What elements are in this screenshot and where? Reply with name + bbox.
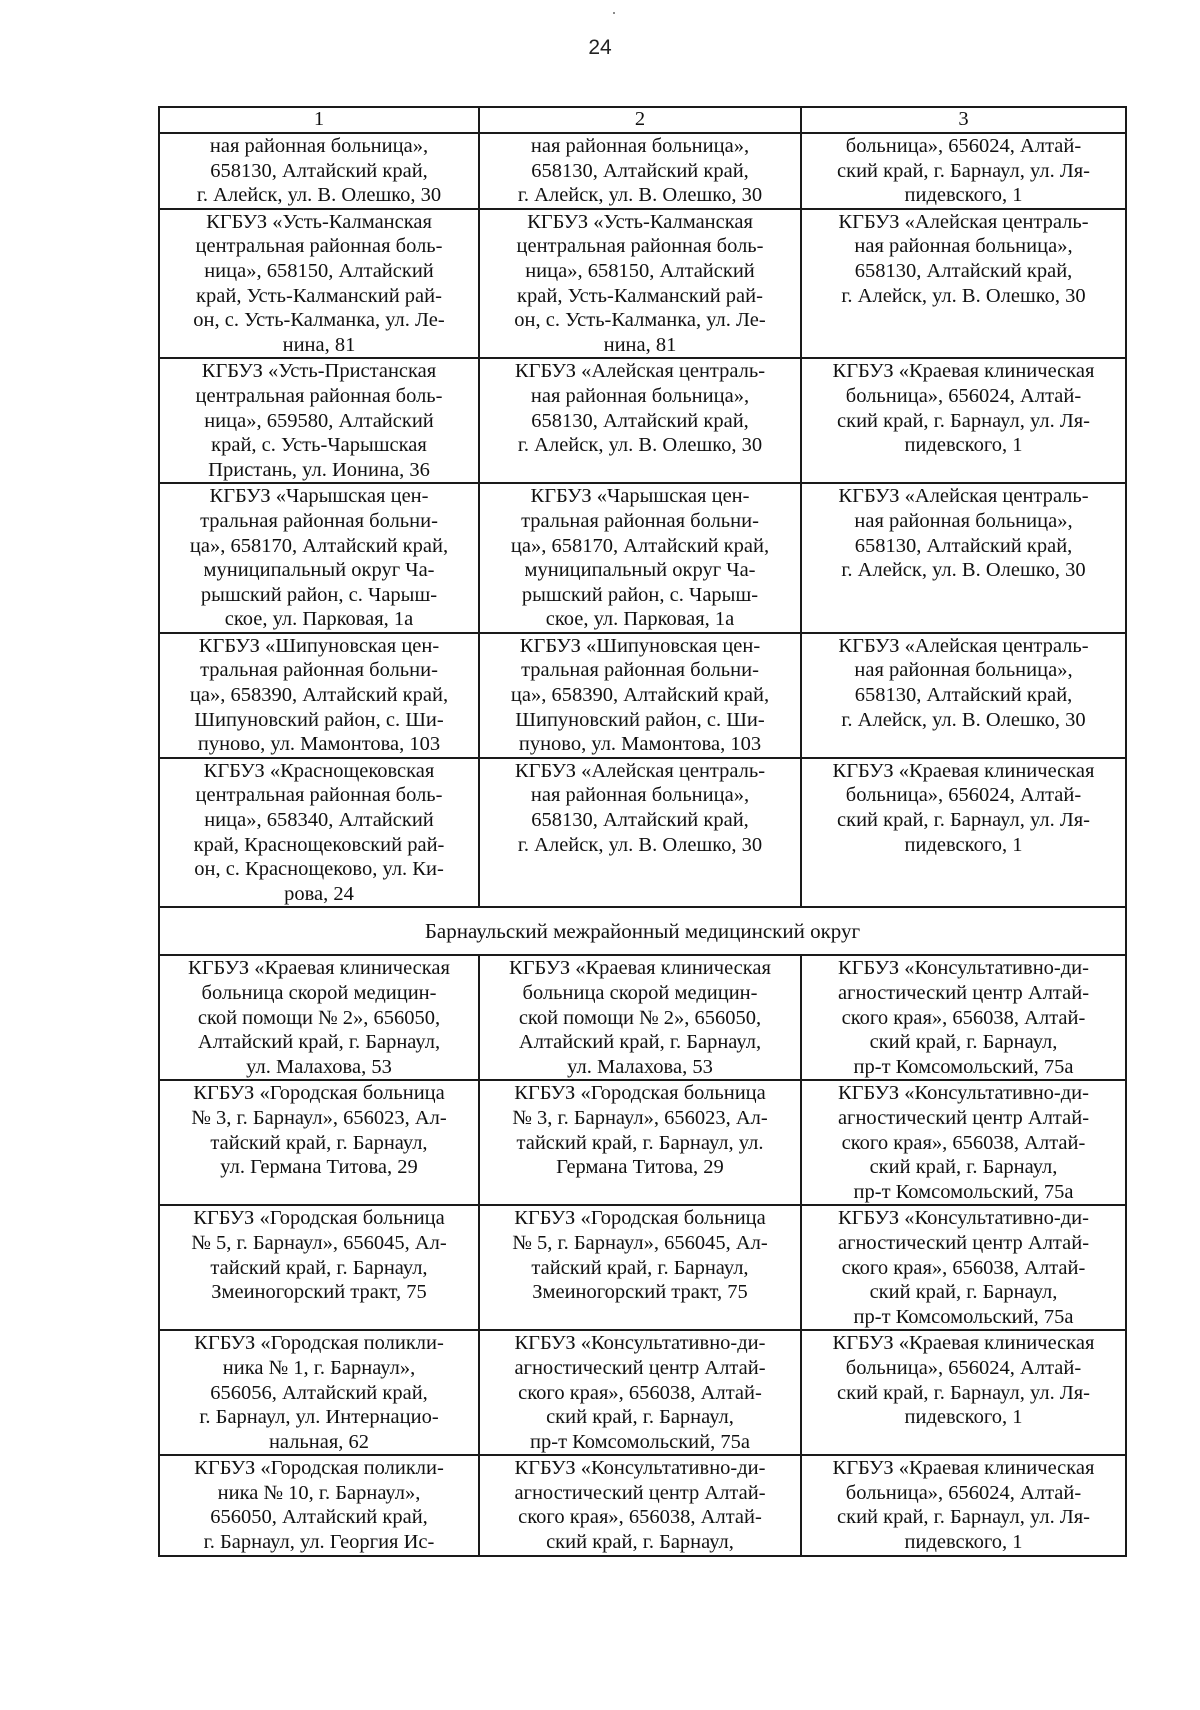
table-cell-col-1: КГБУЗ «Городская больница № 3, г. Барнаул», 656023, Ал- тайский край, г. Барнаул, ул. Германа Титова, 29 bbox=[159, 1080, 479, 1205]
table-row bbox=[159, 955, 1126, 1080]
table-row bbox=[159, 633, 1126, 758]
table-cell-col-1: КГБУЗ «Краевая клиническая больница скорой медицин- ской помощи № 2», 656050, Алтайский край, г. Барнаул, ул. Малахова, 53 bbox=[159, 955, 479, 1080]
scan-speck bbox=[613, 12, 615, 14]
table-cell-col-2: КГБУЗ «Алейская централь- ная районная больница», 658130, Алтайский край, г. Алейск, ул. В. Олешко, 30 bbox=[479, 358, 801, 483]
table-row bbox=[159, 1455, 1126, 1555]
table-header-row bbox=[159, 107, 1126, 133]
table-row bbox=[159, 758, 1126, 908]
table-row bbox=[159, 1205, 1126, 1330]
table-cell-col-1: ная районная больница», 658130, Алтайский край, г. Алейск, ул. В. Олешко, 30 bbox=[159, 133, 479, 209]
table-cell-col-3: КГБУЗ «Консультативно-ди- агностический центр Алтай- ского края», 656038, Алтай- ский край, г. Барнаул, пр-т Комсомольский, 75а bbox=[801, 1205, 1126, 1330]
table-cell-col-3: больница», 656024, Алтай- ский край, г. Барнаул, ул. Ля- пидевского, 1 bbox=[801, 133, 1126, 209]
column-header-2: 2 bbox=[479, 107, 801, 133]
table-cell-col-3: КГБУЗ «Краевая клиническая больница», 656024, Алтай- ский край, г. Барнаул, ул. Ля- пидевского, 1 bbox=[801, 1455, 1126, 1555]
table-row bbox=[159, 358, 1126, 483]
table-cell-col-1: КГБУЗ «Шипуновская цен- тральная районная больни- ца», 658390, Алтайский край, Шипуновский район, с. Ши- пуново, ул. Мамонтова, 103 bbox=[159, 633, 479, 758]
table-cell-col-2: КГБУЗ «Краевая клиническая больница скорой медицин- ской помощи № 2», 656050, Алтайский край, г. Барнаул, ул. Малахова, 53 bbox=[479, 955, 801, 1080]
column-header-3: 3 bbox=[801, 107, 1126, 133]
table-cell-col-3: КГБУЗ «Краевая клиническая больница», 656024, Алтай- ский край, г. Барнаул, ул. Ля- пидевского, 1 bbox=[801, 358, 1126, 483]
table-cell-col-2: КГБУЗ «Алейская централь- ная районная больница», 658130, Алтайский край, г. Алейск, ул. В. Олешко, 30 bbox=[479, 758, 801, 908]
table-row bbox=[159, 483, 1126, 633]
table-row bbox=[159, 1330, 1126, 1455]
table-cell-col-3: КГБУЗ «Консультативно-ди- агностический центр Алтай- ского края», 656038, Алтай- ский край, г. Барнаул, пр-т Комсомольский, 75а bbox=[801, 1080, 1126, 1205]
table-cell-col-2: КГБУЗ «Консультативно-ди- агностический центр Алтай- ского края», 656038, Алтай- ский край, г. Барнаул, пр-т Комсомольский, 75а bbox=[479, 1330, 801, 1455]
table-cell-col-3: КГБУЗ «Алейская централь- ная районная больница», 658130, Алтайский край, г. Алейск, ул. В. Олешко, 30 bbox=[801, 483, 1126, 633]
table-cell-col-1: КГБУЗ «Чарышская цен- тральная районная больни- ца», 658170, Алтайский край, муниципальный округ Ча- рышский район, с. Чарыш- ское, ул. Парковая, 1а bbox=[159, 483, 479, 633]
table-cell-col-2: КГБУЗ «Консультативно-ди- агностический центр Алтай- ского края», 656038, Алтай- ский край, г. Барнаул, bbox=[479, 1455, 801, 1555]
table-cell-col-1: КГБУЗ «Городская поликли- ника № 1, г. Барнаул», 656056, Алтайский край, г. Барнаул, ул. Интернацио- нальная, 62 bbox=[159, 1330, 479, 1455]
page-number: 24 bbox=[588, 36, 612, 59]
table-cell-col-2: ная районная больница», 658130, Алтайский край, г. Алейск, ул. В. Олешко, 30 bbox=[479, 133, 801, 209]
table-row bbox=[159, 133, 1126, 209]
table-cell-col-3: КГБУЗ «Краевая клиническая больница», 656024, Алтай- ский край, г. Барнаул, ул. Ля- пидевского, 1 bbox=[801, 758, 1126, 908]
section-heading: Барнаульский межрайонный медицинский округ bbox=[159, 907, 1126, 955]
table-cell-col-2: КГБУЗ «Городская больница № 3, г. Барнаул», 656023, Ал- тайский край, г. Барнаул, ул. Германа Титова, 29 bbox=[479, 1080, 801, 1205]
table-cell-col-3: КГБУЗ «Алейская централь- ная районная больница», 658130, Алтайский край, г. Алейск, ул. В. Олешко, 30 bbox=[801, 209, 1126, 359]
hospital-routing-table bbox=[158, 106, 1127, 1557]
table-cell-col-1: КГБУЗ «Городская поликли- ника № 10, г. Барнаул», 656050, Алтайский край, г. Барнаул, ул. Георгия Ис- bbox=[159, 1455, 479, 1555]
table-cell-col-1: КГБУЗ «Усть-Калманская центральная районная боль- ница», 658150, Алтайский край, Усть-Калманский рай- он, с. Усть-Калманка, ул. Ле- нина, 81 bbox=[159, 209, 479, 359]
section-row bbox=[159, 907, 1126, 955]
table-cell-col-3: КГБУЗ «Краевая клиническая больница», 656024, Алтай- ский край, г. Барнаул, ул. Ля- пидевского, 1 bbox=[801, 1330, 1126, 1455]
table-cell-col-2: КГБУЗ «Городская больница № 5, г. Барнаул», 656045, Ал- тайский край, г. Барнаул, Змеиногорский тракт, 75 bbox=[479, 1205, 801, 1330]
table-cell-col-1: КГБУЗ «Усть-Пристанская центральная районная боль- ница», 659580, Алтайский край, с. Усть-Чарышская Пристань, ул. Ионина, 36 bbox=[159, 358, 479, 483]
table-cell-col-2: КГБУЗ «Усть-Калманская центральная районная боль- ница», 658150, Алтайский край, Усть-Калманский рай- он, с. Усть-Калманка, ул. Ле- нина, 81 bbox=[479, 209, 801, 359]
column-header-1: 1 bbox=[159, 107, 479, 133]
table-cell-col-1: КГБУЗ «Краснощековская центральная районная боль- ница», 658340, Алтайский край, Краснощековский рай- он, с. Краснощеково, ул. Ки- рова, 24 bbox=[159, 758, 479, 908]
table-cell-col-2: КГБУЗ «Шипуновская цен- тральная районная больни- ца», 658390, Алтайский край, Шипуновский район, с. Ши- пуново, ул. Мамонтова, 103 bbox=[479, 633, 801, 758]
table-row bbox=[159, 209, 1126, 359]
table-cell-col-2: КГБУЗ «Чарышская цен- тральная районная больни- ца», 658170, Алтайский край, муниципальный округ Ча- рышский район, с. Чарыш- ское, ул. Парковая, 1а bbox=[479, 483, 801, 633]
table-cell-col-3: КГБУЗ «Консультативно-ди- агностический центр Алтай- ского края», 656038, Алтай- ский край, г. Барнаул, пр-т Комсомольский, 75а bbox=[801, 955, 1126, 1080]
table-cell-col-3: КГБУЗ «Алейская централь- ная районная больница», 658130, Алтайский край, г. Алейск, ул. В. Олешко, 30 bbox=[801, 633, 1126, 758]
table-body bbox=[159, 133, 1126, 1556]
table-row bbox=[159, 1080, 1126, 1205]
table-cell-col-1: КГБУЗ «Городская больница № 5, г. Барнаул», 656045, Ал- тайский край, г. Барнаул, Змеиногорский тракт, 75 bbox=[159, 1205, 479, 1330]
